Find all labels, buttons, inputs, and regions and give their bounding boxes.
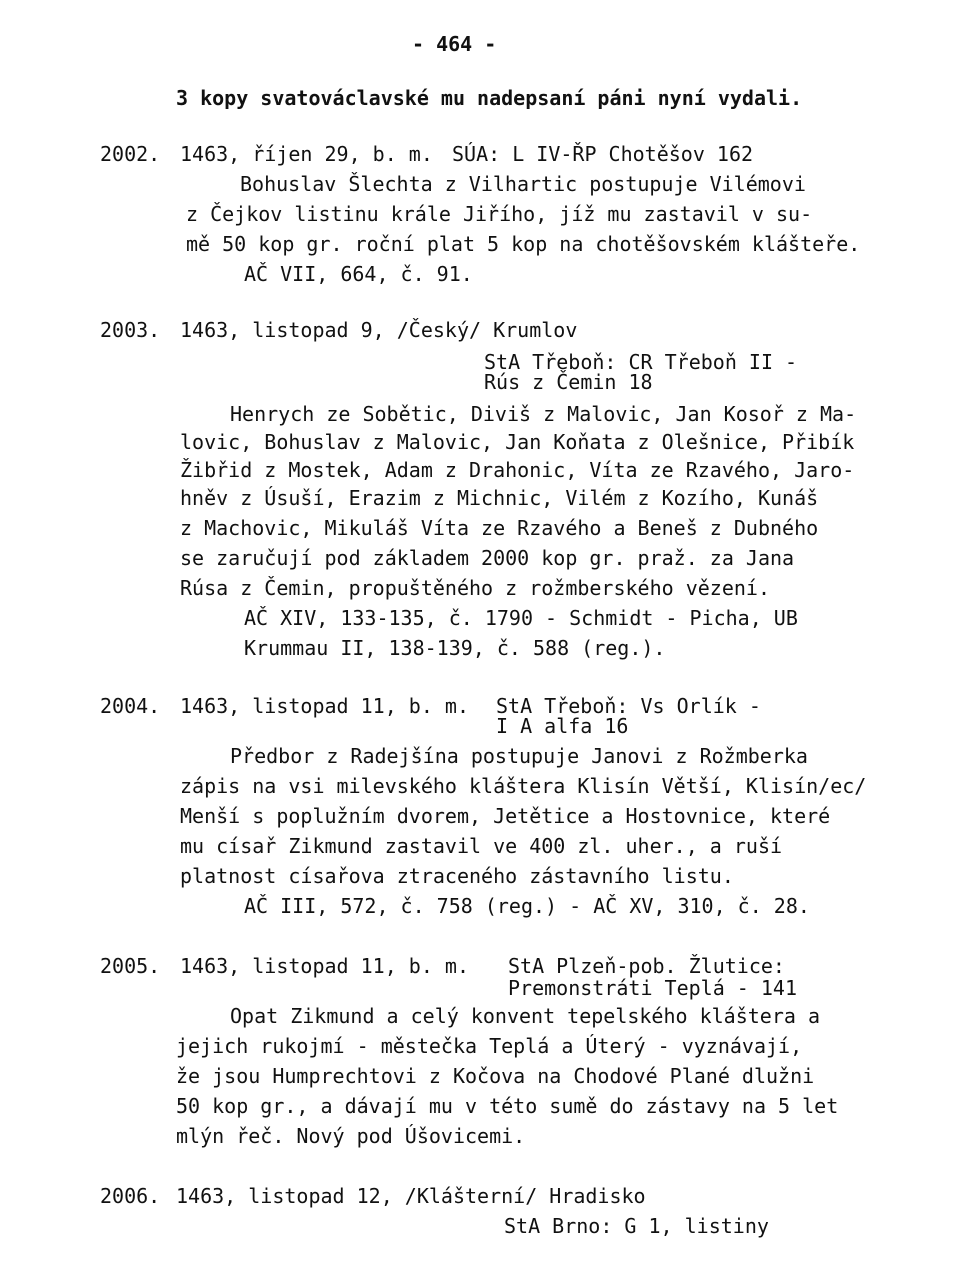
entry-reference: AČ VII, 664, č. 91.: [244, 262, 473, 286]
entry-number: 2005.: [100, 954, 161, 978]
entry-header: 1463, listopad 9, /Český/ Krumlov: [180, 318, 578, 342]
entry-source: StA Třeboň: CR Třeboň II -: [484, 350, 798, 374]
entry-text-line: že jsou Humprechtovi z Kočova na Chodové Plané dlužni: [176, 1064, 815, 1088]
entry-source: SÚA: L IV-ŘP Chotěšov 162: [452, 142, 754, 166]
intro-line: 3 kopy svatováclavské mu nadepsaní páni nyní vydali.: [176, 86, 803, 110]
page-number: - 464 -: [412, 32, 497, 56]
entry-text-line: Předbor z Radejšína postupuje Janovi z Rožmberka: [230, 744, 808, 768]
entry-text-line: zápis na vsi milevského kláštera Klisín Větší, Klisín/ec/: [180, 774, 867, 798]
entry-reference: AČ III, 572, č. 758 (reg.) - AČ XV, 310, č. 28.: [244, 894, 810, 918]
entry-text-line: hněv z Úsuší, Erazim z Michnic, Vilém z Kozího, Kunáš: [180, 486, 819, 510]
entry-source: Rús z Čemin 18: [484, 370, 653, 394]
entry-text-line: z Machovic, Mikuláš Víta ze Rzavého a Beneš z Dubného: [180, 516, 819, 540]
entry-source: I A alfa 16: [496, 714, 629, 738]
entry-reference: Krummau II, 138-139, č. 588 (reg.).: [244, 636, 666, 660]
entry-text-line: z Čejkov listinu krále Jiřího, jíž mu zastavil v su-: [186, 202, 813, 226]
entry-text-line: platnost císařova ztraceného zástavního listu.: [180, 864, 734, 888]
entry-source: StA Třeboň: Vs Orlík -: [496, 694, 761, 718]
entry-text-line: Bohuslav Šlechta z Vilhartic postupuje Vilémovi: [240, 172, 806, 196]
entry-header: 1463, listopad 12, /Klášterní/ Hradisko: [176, 1184, 646, 1208]
entry-text-line: Henrych ze Sobětic, Diviš z Malovic, Jan Kosoř z Ma-: [230, 402, 857, 426]
entry-text-line: Rúsa z Čemin, propuštěného z rožmberského vězení.: [180, 576, 771, 600]
entry-number: 2003.: [100, 318, 161, 342]
entry-header: 1463, říjen 29, b. m.: [180, 142, 433, 166]
entry-number: 2002.: [100, 142, 161, 166]
entry-text-line: se zaručují pod základem 2000 kop gr. praž. za Jana: [180, 546, 795, 570]
entry-text-line: mlýn řeč. Nový pod Úšovicemi.: [176, 1124, 526, 1148]
entry-text-line: mu císař Zikmund zastavil ve 400 zl. uher., a ruší: [180, 834, 783, 858]
entry-header: 1463, listopad 11, b. m.: [180, 954, 469, 978]
entry-text-line: mě 50 kop gr. roční plat 5 kop na chotěšovském klášteře.: [186, 232, 861, 256]
entry-text-line: Menší s poplužním dvorem, Jetětice a Hostovnice, které: [180, 804, 831, 828]
entry-text-line: Žibřid z Mostek, Adam z Drahonic, Víta ze Rzavého, Jaro-: [180, 458, 855, 482]
entry-text-line: 50 kop gr., a dávají mu v této sumě do zástavy na 5 let: [176, 1094, 839, 1118]
entry-source: StA Plzeň-pob. Žlutice:: [508, 954, 785, 978]
entry-header: 1463, listopad 11, b. m.: [180, 694, 469, 718]
entry-text-line: Opat Zikmund a celý konvent tepelského kláštera a: [230, 1004, 821, 1028]
entry-text-line: jejich rukojmí - městečka Teplá a Úterý - vyznávají,: [176, 1034, 803, 1058]
entry-text-line: lovic, Bohuslav z Malovic, Jan Koňata z Olešnice, Přibík: [180, 430, 855, 454]
entry-source: Premonstráti Teplá - 141: [508, 976, 797, 1000]
entry-reference: AČ XIV, 133-135, č. 1790 - Schmidt - Picha, UB: [244, 606, 798, 630]
entry-source: StA Brno: G 1, listiny: [504, 1214, 769, 1238]
entry-number: 2004.: [100, 694, 161, 718]
entry-number: 2006.: [100, 1184, 161, 1208]
